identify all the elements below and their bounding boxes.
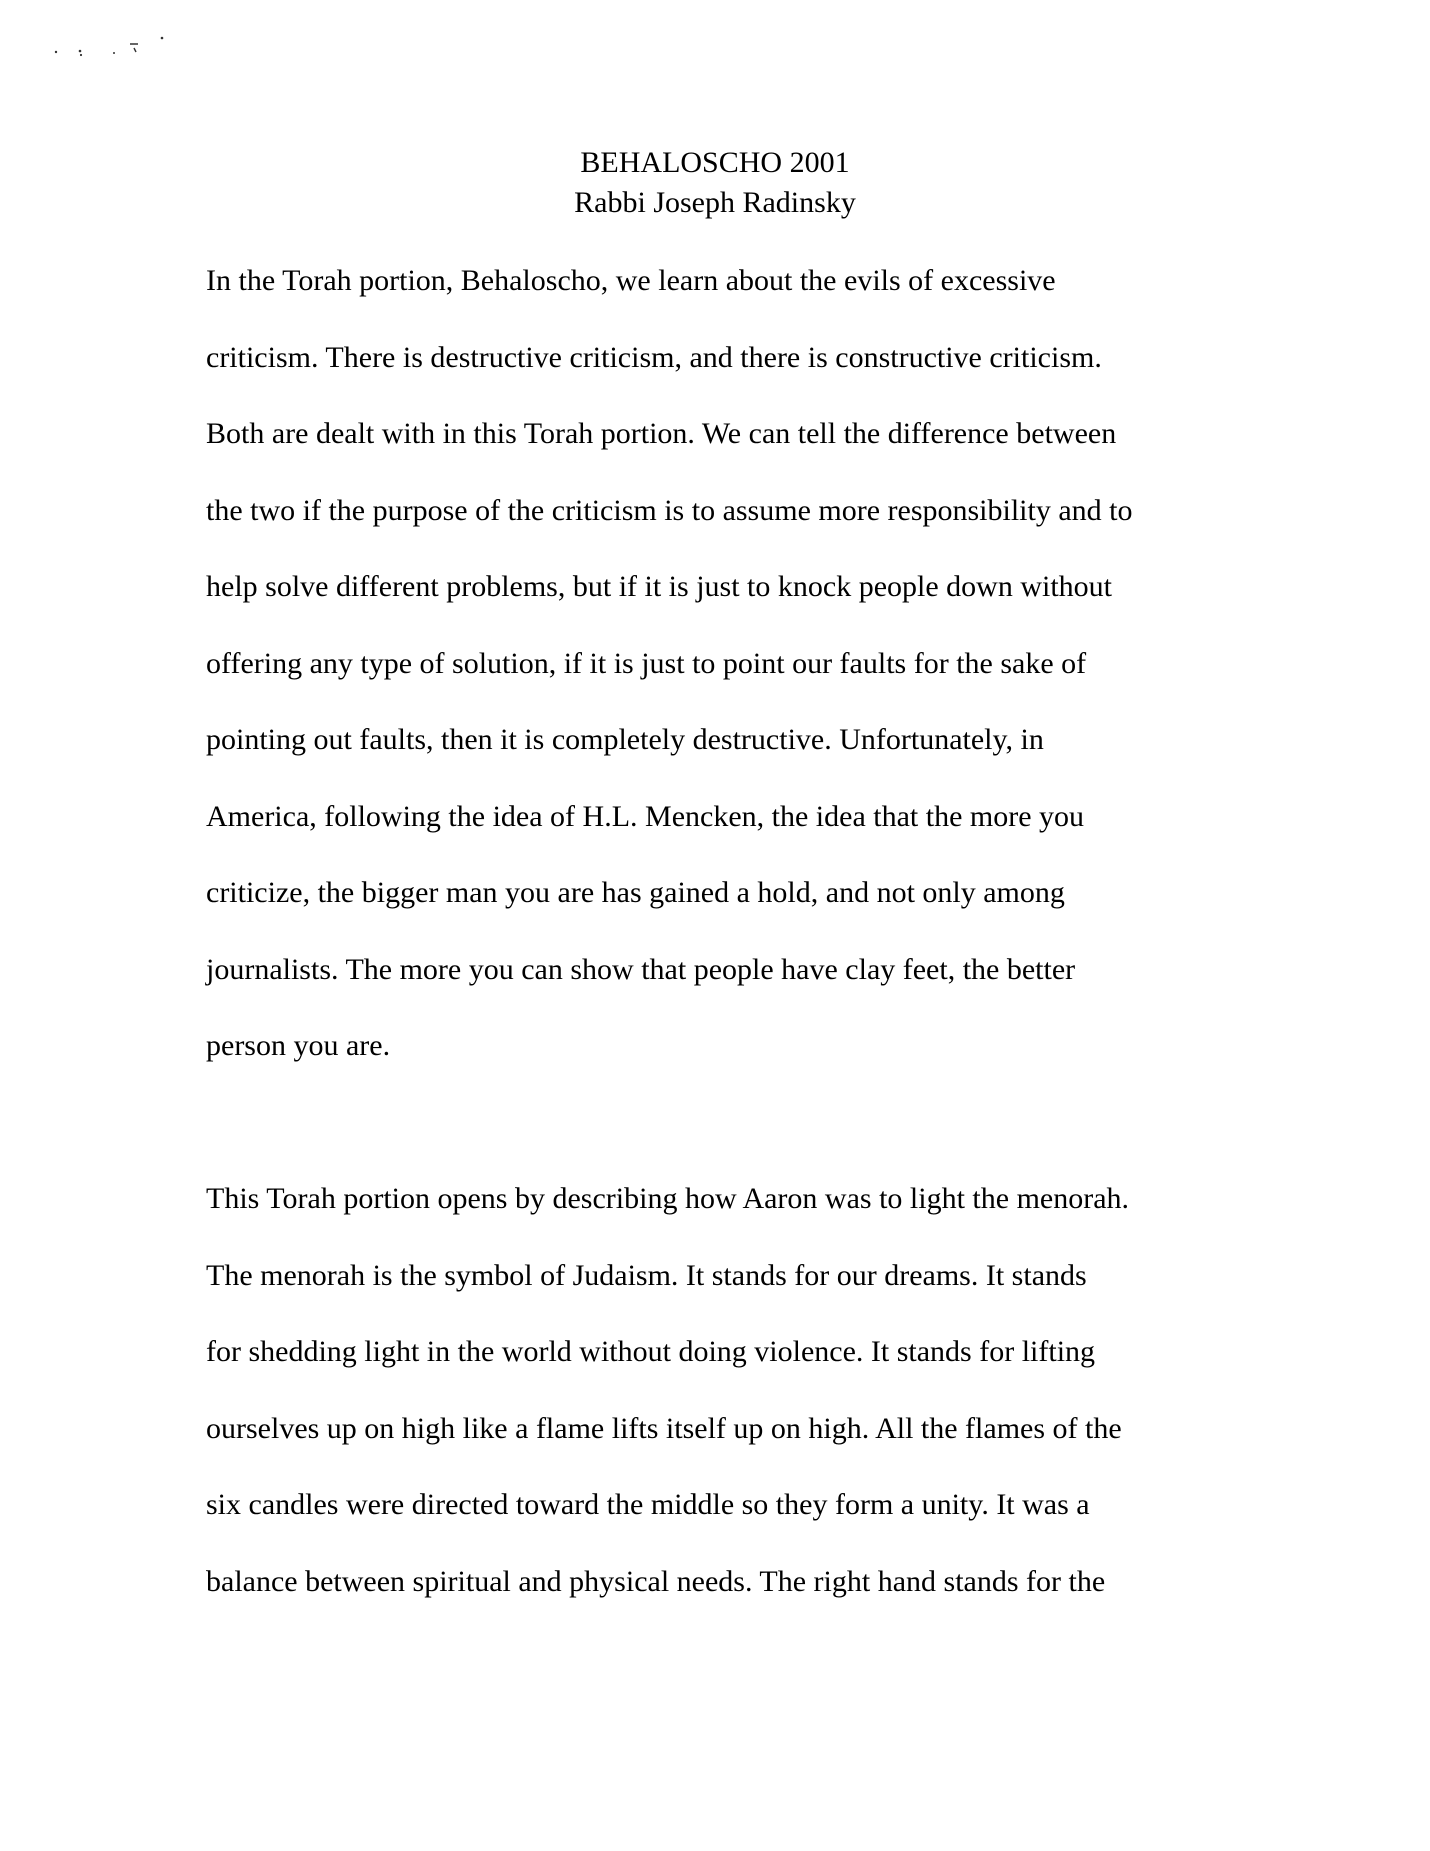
- text-line: balance between spiritual and physical needs. The right hand stands for the: [206, 1564, 1106, 1598]
- paragraph-1: [206, 243, 1246, 1085]
- scan-artifact-specks: [52, 32, 172, 62]
- document-header: [0, 143, 1430, 223]
- text-line: criticism. There is destructive criticism, and there is constructive criticism.: [206, 340, 1102, 374]
- paragraph-2: [206, 1161, 1246, 1620]
- text-line: for shedding light in the world without doing violence. It stands for lifting: [206, 1335, 1096, 1368]
- document-title: BEHALOSCHO 2001: [580, 146, 850, 179]
- text-line: In the Torah portion, Behaloscho, we learn about the evils of excessive: [206, 264, 1056, 297]
- document-author: Rabbi Joseph Radinsky: [574, 186, 856, 219]
- text-line: person you are.: [206, 1029, 391, 1062]
- text-line: help solve different problems, but if it is just to knock people down without: [206, 570, 1112, 603]
- text-line: six candles were directed toward the middle so they form a unity. It was a: [206, 1488, 1090, 1521]
- text-line: criticize, the bigger man you are has gained a hold, and not only among: [206, 876, 1065, 909]
- text-line: the two if the purpose of the criticism is to assume more responsibility and to: [206, 493, 1133, 527]
- text-line: America, following the idea of H.L. Mencken, the idea that the more you: [206, 799, 1085, 833]
- text-line: The menorah is the symbol of Judaism. It stands for our dreams. It stands: [206, 1258, 1087, 1292]
- text-line: offering any type of solution, if it is just to point our faults for the sake of: [206, 646, 1087, 680]
- text-line: Both are dealt with in this Torah portion. We can tell the difference between: [206, 417, 1117, 450]
- text-line: pointing out faults, then it is completely destructive. Unfortunately, in: [206, 723, 1044, 756]
- text-line: ourselves up on high like a flame lifts itself up on high. All the flames of the: [206, 1411, 1122, 1445]
- text-line: This Torah portion opens by describing how Aaron was to light the menorah.: [206, 1182, 1130, 1215]
- text-line: journalists. The more you can show that people have clay feet, the better: [206, 952, 1076, 986]
